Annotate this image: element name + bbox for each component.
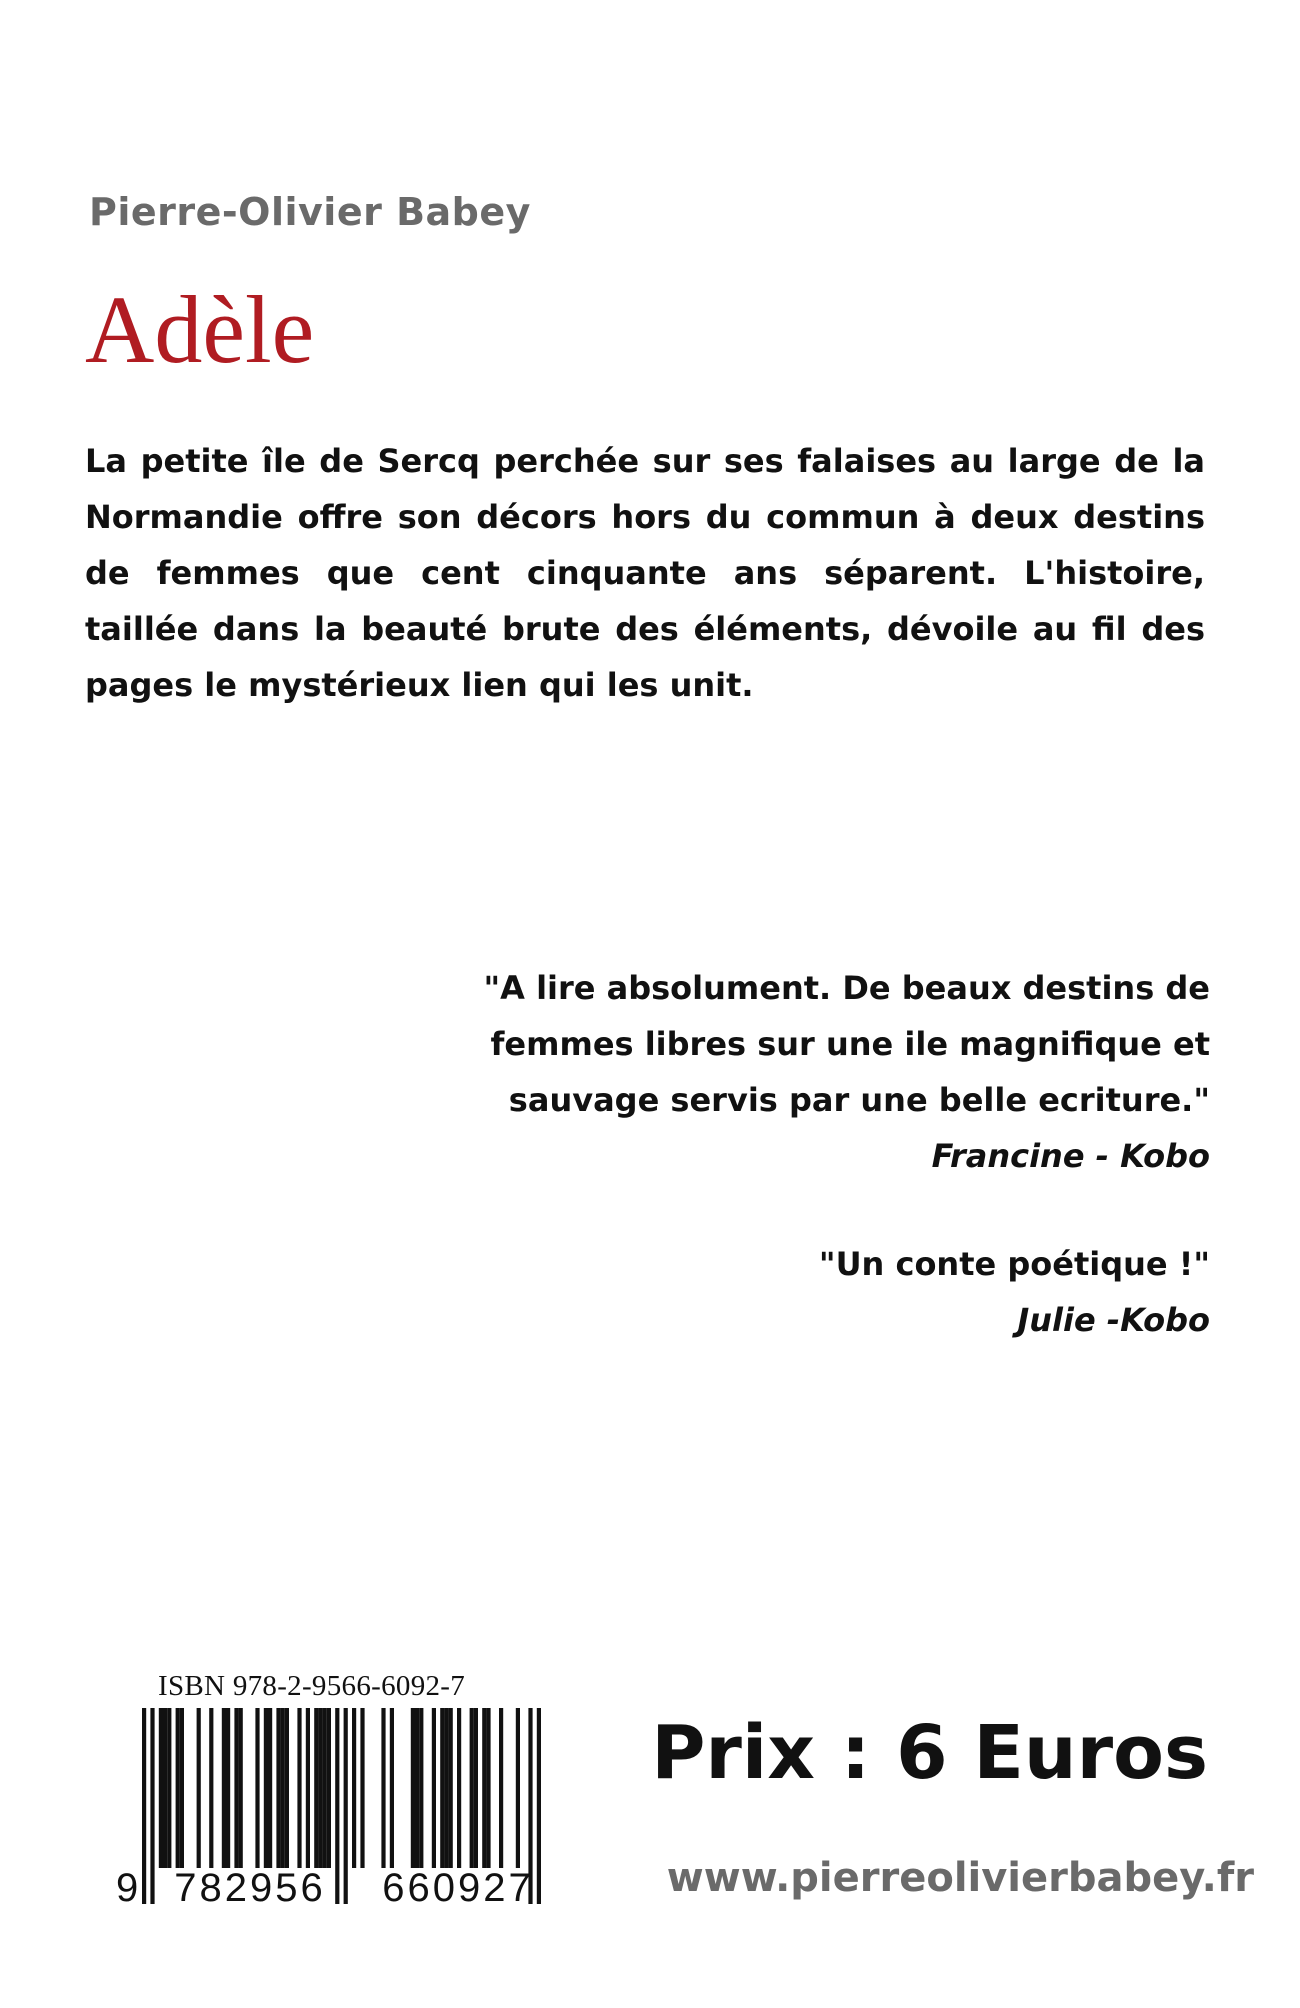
barcode-bar (457, 1708, 461, 1868)
review-quote (410, 1236, 1210, 1348)
barcode-bar (390, 1708, 394, 1868)
barcode-bar (474, 1708, 478, 1868)
barcode-digits (108, 1866, 578, 1910)
barcode-bar (486, 1708, 490, 1868)
barcode-bar (159, 1708, 163, 1868)
barcode-bar (470, 1708, 474, 1868)
barcode-bar (327, 1708, 331, 1868)
isbn-label: ISBN 978-2-9566-6092-7 (158, 1670, 466, 1702)
barcode-bar (234, 1708, 238, 1868)
barcode-bar (264, 1708, 268, 1868)
barcode-bar (209, 1708, 213, 1868)
barcode-bar (222, 1708, 226, 1868)
barcode-bar (516, 1708, 520, 1868)
barcode-bar (268, 1708, 272, 1868)
barcode-bar (167, 1708, 171, 1868)
barcode-bar (411, 1708, 415, 1868)
author-name: Pierre-Olivier Babey (89, 190, 531, 234)
review-text: "A lire absolument. De beaux destins de femmes libres sur une ile magnifique et sauvage servis par une belle ecriture." (483, 969, 1210, 1119)
barcode-bar (381, 1708, 385, 1868)
price-label: Prix : 6 Euros (651, 1710, 1208, 1796)
barcode-digit-first: 9 (116, 1866, 139, 1910)
book-title: Adèle (85, 276, 315, 383)
barcode-bar (352, 1708, 356, 1868)
barcode-bar (499, 1708, 503, 1868)
review-source: Francine - Kobo (931, 1137, 1210, 1175)
barcode-bar (314, 1708, 318, 1868)
barcode-bar (318, 1708, 322, 1868)
barcode-bar (419, 1708, 423, 1868)
review-quote (410, 960, 1210, 1184)
barcode-bar (449, 1708, 453, 1868)
barcode-bar (306, 1708, 310, 1868)
barcode-bar (163, 1708, 167, 1868)
barcode-bar (285, 1708, 289, 1868)
barcode-bar (440, 1708, 444, 1868)
barcode-bar (180, 1708, 184, 1868)
review-source: Julie -Kobo (1017, 1301, 1210, 1339)
barcode-digit-group-right: 660927 (382, 1866, 534, 1910)
barcode-bar (276, 1708, 280, 1868)
isbn-barcode (108, 1670, 578, 1910)
barcode-bar (415, 1708, 419, 1868)
barcode-bar (482, 1708, 486, 1868)
barcode-bar (239, 1708, 243, 1868)
reviews (410, 960, 1210, 1400)
review-text: "Un conte poétique !" (818, 1245, 1210, 1283)
barcode-bar (255, 1708, 259, 1868)
book-summary: La petite île de Sercq perchée sur ses falaises au large de la Normandie offre son décors hors du commun à deux destins de femmes que cent cinquante ans séparent. L'histoire, taillée dans la beauté brute des éléments, dévoile au fil des pages le mystérieux lien qui les unit. (85, 442, 1205, 704)
barcode-bar (197, 1708, 201, 1868)
barcode-bar (226, 1708, 230, 1868)
barcode-bar (281, 1708, 285, 1868)
barcode-bar (432, 1708, 436, 1868)
barcode-bar (444, 1708, 448, 1868)
barcode-bar (360, 1708, 364, 1868)
website-url: www.pierreolivierbabey.fr (666, 1855, 1254, 1901)
barcode-bar (323, 1708, 327, 1868)
barcode-digit-group-left: 782956 (174, 1866, 326, 1910)
barcode-bar (297, 1708, 301, 1868)
barcode-bar (176, 1708, 180, 1868)
